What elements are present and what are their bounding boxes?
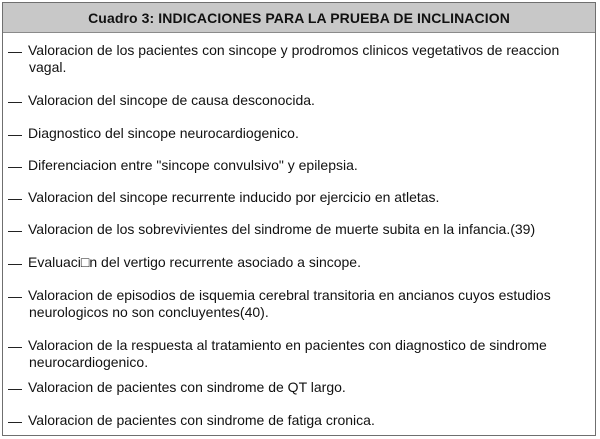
list-item bbox=[8, 254, 589, 271]
item-text: Valoracion de los pacientes con sincope y prodromos clinicos vegetativos de reaccion bbox=[28, 42, 560, 58]
list-item bbox=[8, 42, 589, 76]
checkbox-blank bbox=[8, 264, 22, 265]
item-text: Valoracion del sincope de causa desconocida. bbox=[28, 92, 315, 108]
checkbox-blank bbox=[8, 231, 22, 232]
item-line bbox=[8, 157, 589, 174]
list-item bbox=[8, 189, 589, 206]
item-line bbox=[8, 412, 589, 429]
item-line bbox=[8, 189, 589, 206]
list-item bbox=[8, 287, 589, 321]
list-item bbox=[8, 379, 589, 396]
item-line bbox=[8, 92, 589, 109]
item-line bbox=[8, 287, 589, 304]
checkbox-blank bbox=[8, 52, 22, 53]
item-text: Diagnostico del sincope neurocardiogenico. bbox=[28, 125, 299, 141]
item-text: Evaluaci□n del vertigo recurrente asociado a sincope. bbox=[28, 254, 361, 270]
checkbox-blank bbox=[8, 347, 22, 348]
checkbox-blank bbox=[8, 389, 22, 390]
checkbox-blank bbox=[8, 199, 22, 200]
item-text: Valoracion del sincope recurrente inducido por ejercicio en atletas. bbox=[28, 189, 440, 205]
item-line-continued: vagal. bbox=[29, 59, 67, 75]
list-item bbox=[8, 412, 589, 429]
item-text: Valoracion de pacientes con sindrome de fatiga cronica. bbox=[28, 412, 375, 428]
item-line bbox=[8, 42, 589, 59]
item-text: Diferenciacion entre "sincope convulsivo" y epilepsia. bbox=[28, 157, 358, 173]
item-line-continued: neurologicos no son concluyentes(40). bbox=[29, 304, 269, 320]
list-item bbox=[8, 92, 589, 109]
item-line bbox=[8, 125, 589, 142]
list-item bbox=[8, 157, 589, 174]
checkbox-blank bbox=[8, 135, 22, 136]
indications-list bbox=[3, 32, 595, 435]
list-item bbox=[8, 337, 589, 371]
item-text: Valoracion de episodios de isquemia cerebral transitoria en ancianos cuyos estudios bbox=[28, 287, 551, 303]
item-line bbox=[8, 379, 589, 396]
item-line-continued: neurocardiogenico. bbox=[29, 354, 149, 370]
list-item bbox=[8, 125, 589, 142]
checkbox-blank bbox=[8, 422, 22, 423]
item-line bbox=[8, 254, 589, 271]
item-line bbox=[8, 221, 589, 238]
table-title: Cuadro 3: INDICACIONES PARA LA PRUEBA DE INCLINACION bbox=[3, 3, 595, 33]
checkbox-blank bbox=[8, 297, 22, 298]
item-text: Valoracion de pacientes con sindrome de QT largo. bbox=[28, 379, 346, 395]
item-text: Valoracion de la respuesta al tratamiento en pacientes con diagnostico de sindrome bbox=[28, 337, 547, 353]
indications-table bbox=[2, 2, 596, 436]
item-text: Valoracion de los sobrevivientes del sindrome de muerte subita en la infancia.(39) bbox=[28, 221, 536, 237]
checkbox-blank bbox=[8, 167, 22, 168]
list-item bbox=[8, 221, 589, 238]
item-line bbox=[8, 337, 589, 354]
checkbox-blank bbox=[8, 102, 22, 103]
